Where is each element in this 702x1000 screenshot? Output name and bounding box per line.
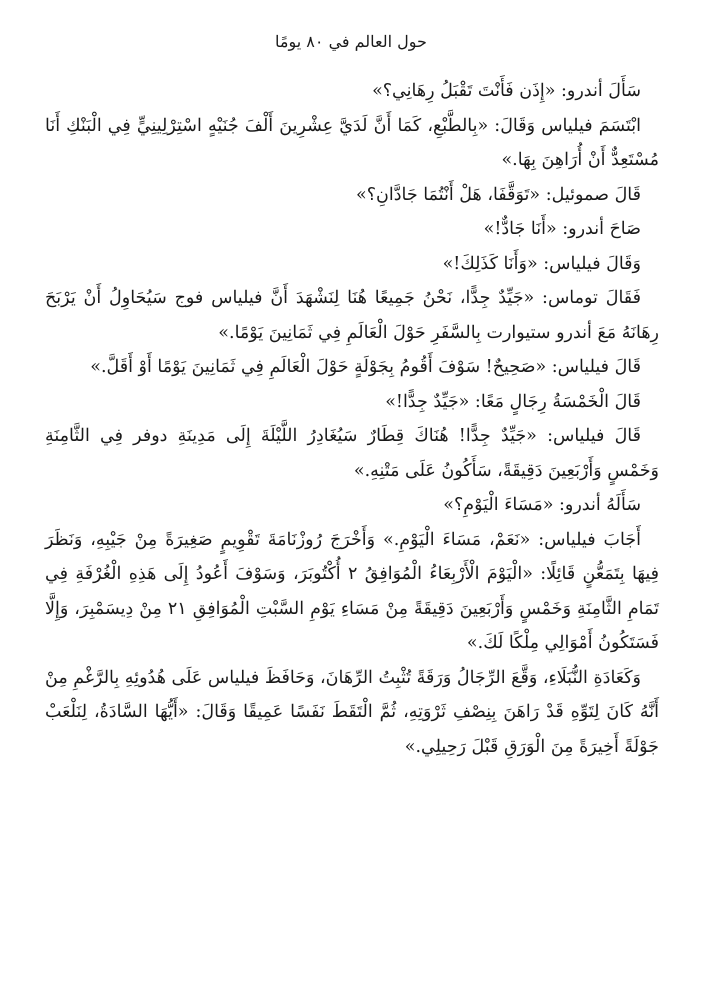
running-header: حول العالم في ٨٠ يومًا	[275, 32, 427, 51]
paragraph-11: أَجَابَ فيلياس: «نَعَمْ، مَسَاءَ الْيَوْمِ.» وَأَخْرَجَ رُوزْنَامَةَ تَقْوِيمٍ صَغِيرَةً مِنْ جَيْبِهِ، وَنَظَرَ فِيهَا بِتَمَعُّنٍ قَائِلًا: «الْيَوْمَ الْأَرْبِعَاءُ الْمُوَافِقُ ٢ أُكْتُوبَرَ، وَسَوْفَ أَعُودُ إِلَى هَذِهِ الْغُرْفَةِ فِي تَمَامِ الثَّامِنَةِ وَخَمْسٍ وَأَرْبَعِينَ دَقِيقَةً مِنْ مَسَاءِ يَوْمِ السَّبْتِ الْمُوَافِقِ ٢١ مِنْ دِيسَمْبِرَ، وَإِلَّا فَسَتَكُونُ أَمْوَالِي مِلْكًا لَكَ.»	[45, 529, 659, 653]
paragraph-10: سَأَلَهُ أندرو: «مَسَاءَ الْيَوْمِ؟»	[443, 495, 641, 515]
paragraph-2: ابْتَسَمَ فيلياس وَقَالَ: «بِالطَّبْعِ، كَمَا أَنَّ لَدَيَّ عِشْرِينَ أَلْفَ جُنَيْهٍ اسْتِرْلِينِيٍّ فِي الْبَنْكِ أَنَا مُسْتَعِدٌّ أَنْ أُرَاهِنَ بِهَا.»	[45, 115, 659, 170]
paragraph-3: قَالَ صموئيل: «تَوَقَّفَا، هَلْ أَنْتُمَا جَادَّانِ؟»	[356, 184, 641, 205]
story-text	[45, 74, 659, 764]
paragraph-9: قَالَ فيلياس: «جَيِّدٌ جِدًّا! هُنَاكَ قِطَارٌ سَيُغَادِرُ اللَّيْلَةَ إِلَى مَدِينَةِ دوفر فِي الثَّامِنَةِ وَخَمْسٍ وَأَرْبَعِينَ دَقِيقَةً، سَأَكُونُ عَلَى مَتْنِهِ.»	[45, 426, 659, 481]
paragraph-5: وَقَالَ فيلياس: «وَأَنَا كَذَلِكَ!»	[442, 253, 641, 274]
paragraph-1: سَأَلَ أندرو: «إِذَن فَأَنْتَ تَقْبَلُ رِهَانِي؟»	[372, 81, 641, 101]
paragraph-4: صَاحَ أندرو: «أَنَا جَادٌّ!»	[483, 219, 641, 239]
paragraph-7: قَالَ فيلياس: «صَحِيحٌ! سَوْفَ أَقُومُ بِجَوْلَةٍ حَوْلَ الْعَالَمِ فِي ثَمَانِينَ يَوْمًا أَوْ أَقَلَّ.»	[90, 357, 641, 377]
paragraph-12: وَكَعَادَةِ النُّبَلَاءِ، وَقَّعَ الرِّجَالُ وَرَقَةً تُثْبِتُ الرِّهَانَ، وَحَافَظَ فيلياس عَلَى هُدُوئِهِ بِالرَّغْمِ مِنْ أَنَّهُ كَانَ لِتَوِّهِ قَدْ رَاهَنَ بِنِصْفِ ثَرْوَتِهِ، ثُمَّ الْتَقَطَ نَفَسًا عَمِيقًا وَقَالَ: «أَيُّهَا السَّادَةُ، لِنَلْعَبْ جَوْلَةً أَخِيرَةً مِنَ الْوَرَقِ قَبْلَ رَحِيلِي.»	[45, 667, 659, 757]
paragraph-8: قَالَ الْخَمْسَةُ رِجَالٍ مَعًا: «جَيِّدٌ جِدًّا!»	[385, 391, 641, 412]
paragraph-6: فَقَالَ توماس: «جَيِّدٌ جِدًّا، نَحْنُ جَمِيعًا هُنَا لِنَشْهَدَ أَنَّ فيلياس فوج سَيُحَاوِلُ أَنْ يَرْبَحَ رِهَانَهُ مَعَ أندرو ستيوارت بِالسَّفَرِ حَوْلَ الْعَالَمِ فِي ثَمَانِينَ يَوْمًا.»	[45, 288, 659, 343]
